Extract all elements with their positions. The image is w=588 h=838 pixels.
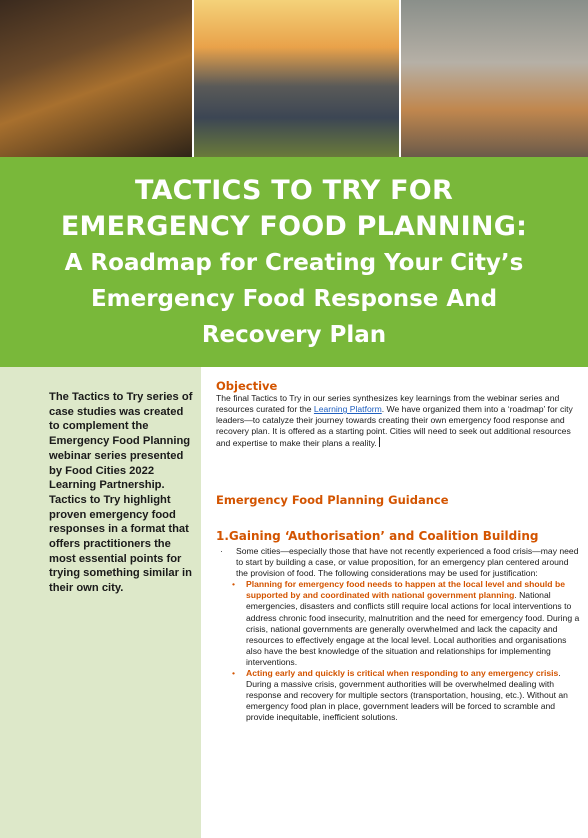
sub2-bold-text: Acting early and quickly is critical when responding to any emergency crisis [246, 668, 559, 679]
objective-section [216, 380, 580, 449]
bullet-icon: • [232, 579, 236, 590]
section1-bullets [216, 546, 580, 724]
guidance-heading: Emergency Food Planning Guidance [216, 493, 449, 507]
objective-text [216, 393, 580, 449]
list-item [216, 668, 580, 723]
subtitle-line-3: Recovery Plan [201, 322, 387, 348]
solar-panels-photo [194, 0, 399, 157]
learning-platform-link[interactable]: Learning Platform [313, 404, 382, 415]
sub1-text: . National emergencies, disasters and conflicts still require local actions for local interventions to address chronic food insecurity, malnutrition and the need for emergency food. During a crisis, national governments are generally overwhelmed and lack the capacity and resources to effectively engage at the local level. Local authorities and organisations also have the best knowledge of the situation and relationships for implementing interventions. [246, 590, 580, 667]
text-cursor [379, 437, 380, 447]
title-line-1: TACTICS TO TRY FOR [135, 175, 453, 206]
bullet-icon: · [220, 546, 223, 556]
title-line-2: EMERGENCY FOOD PLANNING: [60, 211, 528, 242]
objective-heading: Objective [216, 379, 278, 393]
subtitle-line-1: A Roadmap for Creating Your City’s [64, 250, 524, 276]
sidebar-intro-text: The Tactics to Try series of case studies was created to complement the Emergency Food Planning webinar series presented by Food Cities 2022 Learning Partnership. Tactics to Try highlight proven emergency food responses in a format that offers practitioners the most essential points for trying something similar in their own city. [49, 391, 193, 595]
sub2-text: . During a massive crisis, government authorities will be overwhelmed dealing with response and recovery for multiple sectors (transportation, housing, etc.). Without an emergency food plan in place, government leaders will be forced to scramble and provide inequitable, inefficient solutions. [246, 668, 568, 723]
bullet-text: Some cities—especially those that have not recently experienced a food crisis—may need to start by building a case, or value proposition, for an emergency plan centered around the provision of food. The following considerations may be used for justification: [236, 546, 579, 579]
subtitle-line-2: Emergency Food Response And [90, 286, 498, 312]
street-food-vendor-photo [401, 0, 588, 157]
list-item [216, 546, 580, 579]
sub1-bold-text: Planning for emergency food needs to happen at the local level and should be supported by and coordinated with national government planning [246, 579, 565, 601]
objective-text-part1: The final Tactics to Try in our series synthesizes key learnings from the webinar series and resources curated for the [216, 393, 560, 415]
market-vendor-photo [0, 0, 192, 157]
list-item [216, 579, 580, 668]
title-banner [0, 157, 588, 367]
section1-heading: 1.Gaining ‘Authorisation’ and Coalition Building [216, 529, 539, 543]
objective-text-part2: . We have organized them into a ‘roadmap’ for city leaders—to catalyze their journey towards creating their own emergency food response and recovery plan. It is offered as a starting point. Cities will need to seek out additional resources and expertise to make their plans a reality. [216, 404, 573, 449]
bullet-icon: • [232, 668, 236, 679]
intro-sidebar [0, 367, 201, 838]
header-photos [0, 0, 588, 157]
